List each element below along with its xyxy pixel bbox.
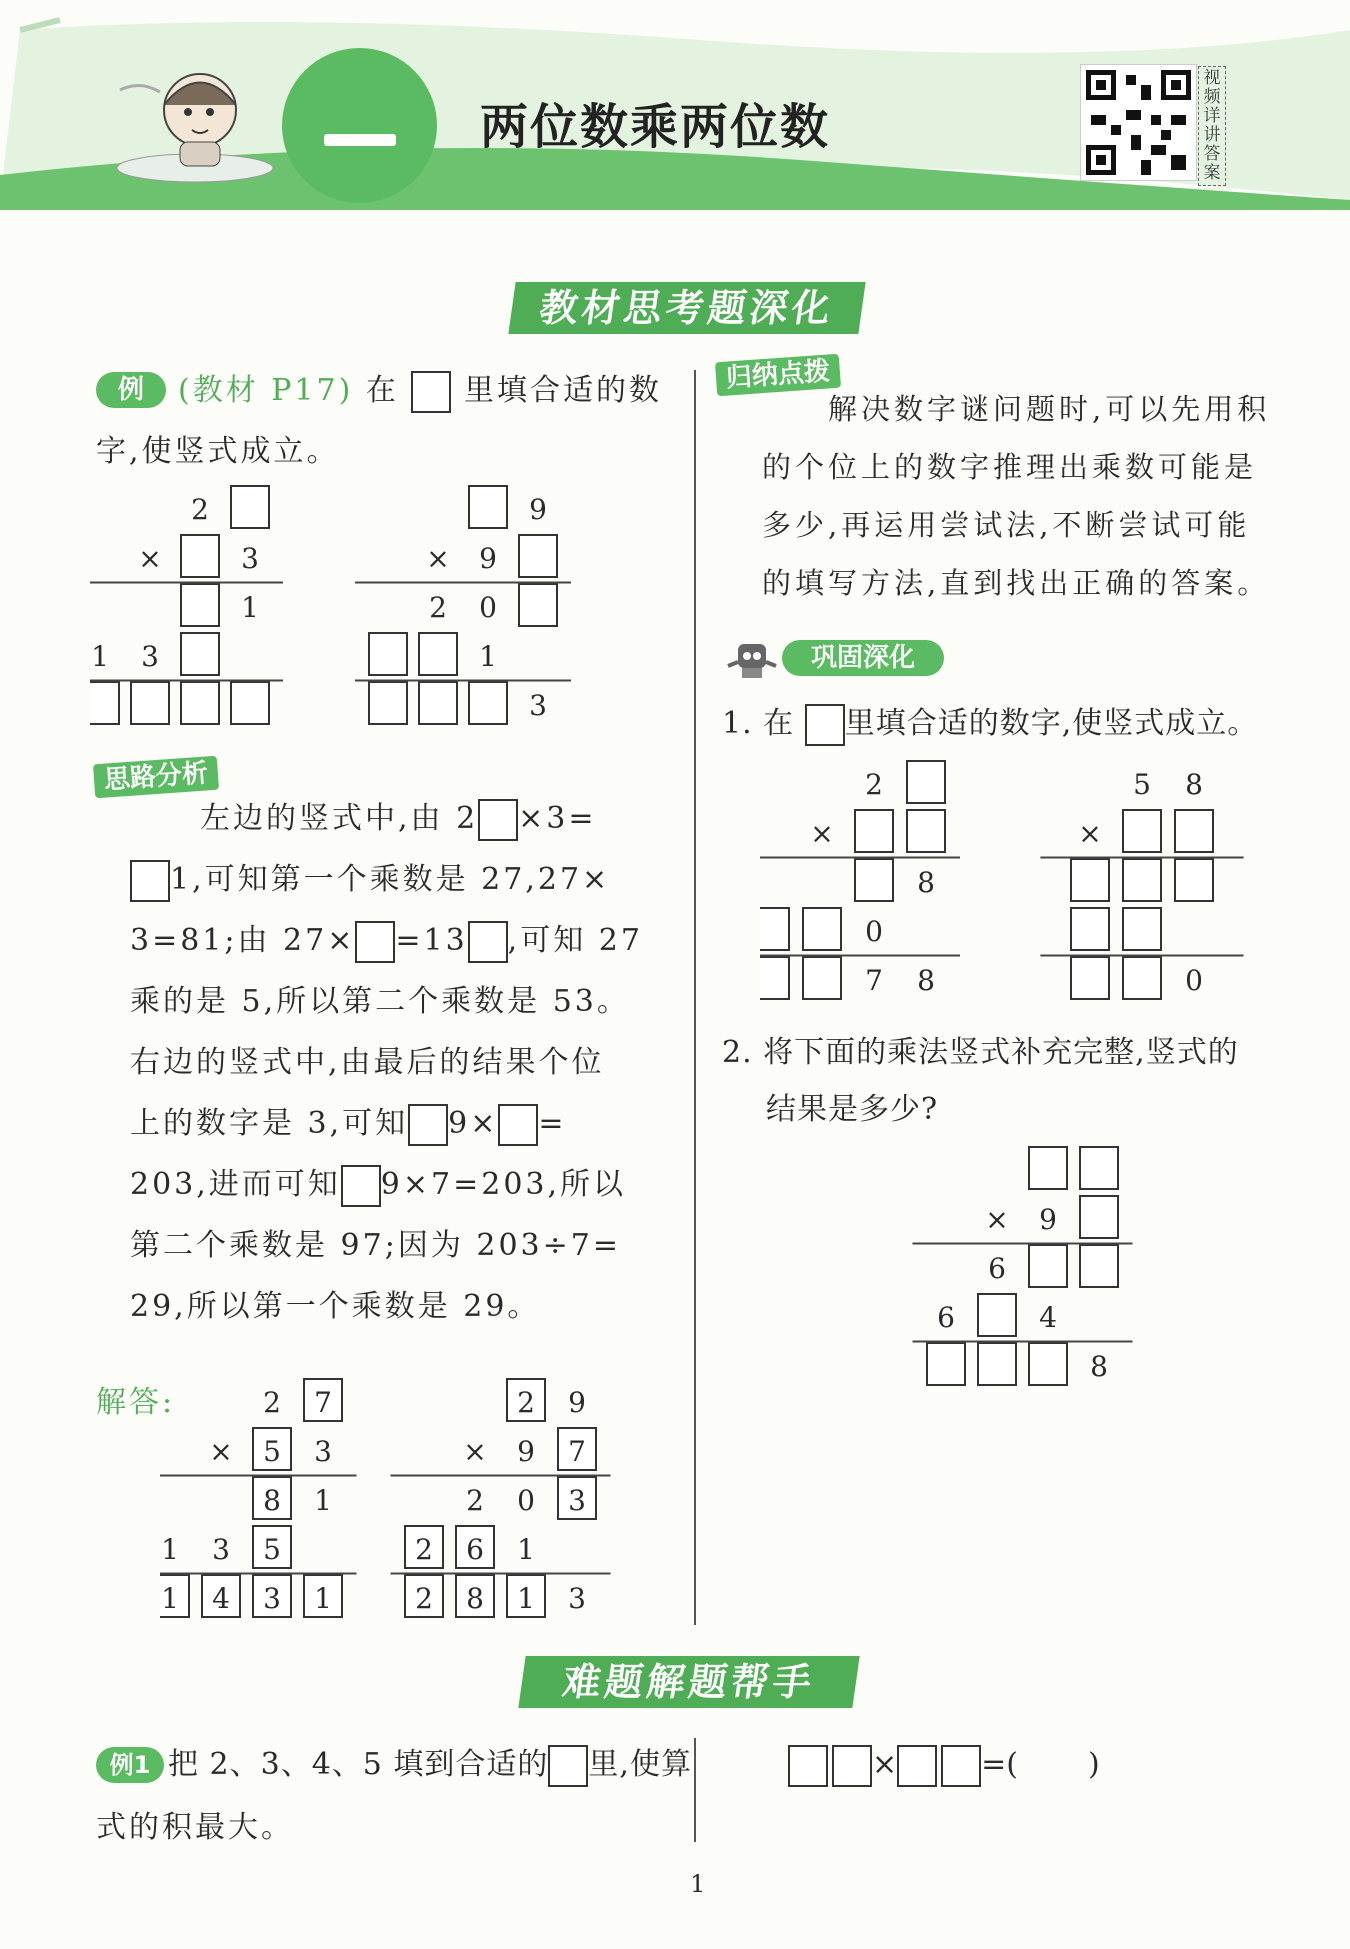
digit-box: [978, 1294, 1016, 1336]
analysis-line-5: 右边的竖式中,由最后的结果个位: [130, 1045, 605, 1080]
blank-box-icon: [478, 799, 518, 841]
practice-q1: [722, 695, 1258, 752]
digit-box: [519, 535, 557, 577]
digit-box: [181, 535, 219, 577]
digit-box: [1123, 810, 1161, 852]
digit-box: [419, 682, 457, 724]
digit-box: [978, 1343, 1016, 1385]
summary-line-3: 多少,再运用尝试法,不断尝试可能: [762, 508, 1251, 542]
digit: 8: [1185, 768, 1203, 801]
digit: 2: [415, 1533, 433, 1566]
column-divider: [694, 370, 696, 1625]
close-paren: ): [1087, 1747, 1100, 1782]
blank-box-icon: [468, 921, 508, 963]
blank-box-icon: [832, 1745, 872, 1787]
digit: 2: [466, 1484, 484, 1517]
digit-box: [181, 682, 219, 724]
page-number: 1: [690, 1870, 706, 1898]
digit: 3: [568, 1484, 586, 1517]
analysis-line-1: [130, 788, 650, 849]
example1-text-b: 里,使算: [588, 1747, 692, 1782]
digit: 4: [1039, 1301, 1057, 1334]
digit: 2: [191, 493, 209, 526]
unit-number-badge: [282, 48, 437, 203]
example1-text-a: 把 2、3、4、5 填到合适的: [168, 1747, 549, 1782]
qr-code-icon[interactable]: [1080, 64, 1197, 181]
digit-box: [855, 859, 893, 901]
example1-text-c: 式的积最大。: [96, 1810, 294, 1845]
digit-box: [1123, 859, 1161, 901]
example1-tag: 例1: [96, 1747, 164, 1783]
blank-box-icon: [355, 921, 395, 963]
practice-q1-a: 1. 在: [722, 706, 795, 741]
digit: 5: [1133, 768, 1151, 801]
blank-box-icon: [788, 1745, 828, 1787]
digit: ×: [209, 1435, 233, 1468]
unit-number-mark: [324, 134, 396, 146]
digit: 8: [263, 1484, 281, 1517]
digit: 9: [517, 1435, 535, 1468]
analysis-line-7: [130, 1154, 650, 1215]
digit: 2: [263, 1386, 281, 1419]
example-text-b: 里填合适的数: [463, 373, 662, 408]
blank-box-icon: [130, 860, 170, 902]
practice-tag: 巩固深化: [782, 640, 944, 676]
digit: 1: [241, 591, 259, 624]
summary-text: [762, 380, 1282, 612]
qr-caption: 视频详讲答案: [1198, 66, 1226, 186]
analysis-fragment: ,可知 27: [507, 923, 643, 958]
digit: 2: [429, 591, 447, 624]
digit: 7: [314, 1386, 332, 1419]
digit: 6: [466, 1533, 484, 1566]
answer-vertical-solutions: [160, 1378, 640, 1628]
analysis-fragment: =13: [395, 923, 468, 958]
analysis-fragment: =: [538, 1106, 567, 1141]
example-text-a: 在: [365, 373, 399, 408]
practice-q1-vertical: [760, 760, 1280, 1020]
digit: 0: [479, 591, 497, 624]
analysis-fragment: 上的数字是 3,可知: [130, 1106, 409, 1141]
digit: 2: [517, 1386, 535, 1419]
digit: ×: [1078, 817, 1102, 850]
digit: 6: [988, 1252, 1006, 1285]
practice-q2-vertical: [910, 1146, 1160, 1396]
digit: 3: [263, 1582, 281, 1615]
blank-box-icon: [408, 1104, 448, 1146]
digit: 0: [1185, 964, 1203, 997]
digit: 3: [568, 1582, 586, 1615]
digit-box: [803, 957, 841, 999]
digit: ×: [426, 542, 450, 575]
blank-box-icon: [548, 1745, 588, 1787]
times-sign: ×: [872, 1747, 898, 1782]
analysis-text: [130, 788, 650, 1337]
practice-q2-line2: 结果是多少?: [766, 1092, 939, 1127]
digit-box: [803, 908, 841, 950]
digit-box: [469, 486, 507, 528]
digit: 3: [141, 640, 159, 673]
digit-box: [469, 682, 507, 724]
digit: 9: [568, 1386, 586, 1419]
blank-box-icon: [341, 1165, 381, 1207]
digit-box: [231, 682, 269, 724]
digit: 3: [241, 542, 259, 575]
digit-box: [419, 633, 457, 675]
summary-line-2: 的个位上的数字推理出乘数可能是: [762, 450, 1258, 484]
digit: 9: [479, 542, 497, 575]
digit-box: [181, 633, 219, 675]
analysis-fragment: 3=81;由 27×: [130, 923, 356, 958]
example-tag: 例: [96, 372, 166, 408]
blank-box-icon: [411, 371, 451, 413]
section-banner-textbook: 教材思考题深化: [508, 282, 865, 334]
practice-q2-line1: 2. 将下面的乘法竖式补充完整,竖式的: [722, 1035, 1239, 1070]
digit-box: [1080, 1196, 1118, 1238]
digit: 1: [479, 640, 497, 673]
blank-box-icon: [498, 1104, 538, 1146]
digit: 1: [314, 1582, 332, 1615]
digit: 8: [466, 1582, 484, 1615]
digit-box: [519, 584, 557, 626]
digit: 1: [161, 1533, 179, 1566]
digit: 1: [314, 1484, 332, 1517]
digit: 3: [212, 1533, 230, 1566]
section-banner-hard-problems: 难题解题帮手: [518, 1656, 859, 1708]
digit: 5: [263, 1533, 281, 1566]
digit-box: [1071, 908, 1109, 950]
digit-box: [927, 1343, 965, 1385]
robot-mascot-icon: [724, 636, 780, 684]
digit: 1: [91, 640, 109, 673]
digit-box: [369, 682, 407, 724]
digit-box: [1123, 957, 1161, 999]
digit-box: [1175, 859, 1213, 901]
analysis-fragment: 9×: [448, 1106, 499, 1141]
analysis-fragment: 左边的竖式中,由 2: [200, 801, 479, 836]
digit: 6: [937, 1301, 955, 1334]
digit-box: [1029, 1343, 1067, 1385]
digit: 8: [917, 866, 935, 899]
analysis-tag: 思路分析: [93, 756, 219, 799]
digit: ×: [463, 1435, 487, 1468]
digit-box: [1080, 1147, 1118, 1189]
analysis-line-8: 第二个乘数是 97;因为 203÷7=: [130, 1228, 621, 1263]
analysis-fragment: 203,进而可知: [130, 1167, 341, 1202]
digit: 8: [917, 964, 935, 997]
analysis-line-4: 乘的是 5,所以第二个乘数是 53。: [130, 984, 630, 1019]
digit-box: [1080, 1245, 1118, 1287]
equals-paren: =(: [981, 1747, 1018, 1782]
analysis-fragment: ×3=: [518, 801, 597, 836]
digit-box: [1175, 810, 1213, 852]
analysis-line-9: 29,所以第一个乘数是 29。: [130, 1289, 541, 1324]
digit: 7: [568, 1435, 586, 1468]
blank-box-icon: [941, 1745, 981, 1787]
digit-box: [907, 761, 945, 803]
summary-tag: 归纳点拨: [715, 354, 841, 397]
answer-label: 解答:: [96, 1385, 176, 1420]
digit: 9: [529, 493, 547, 526]
digit: 0: [865, 915, 883, 948]
analysis-line-6: [130, 1093, 650, 1154]
digit-box: [760, 908, 789, 950]
summary-line-1: 解决数字谜问题时,可以先用积: [828, 392, 1271, 426]
digit-box: [369, 633, 407, 675]
digit: 2: [865, 768, 883, 801]
digit: 1: [517, 1582, 535, 1615]
digit-box: [907, 810, 945, 852]
digit-box: [760, 957, 789, 999]
blank-box-icon: [805, 704, 845, 746]
example1-expression: [788, 1734, 1100, 1795]
digit: 8: [1090, 1350, 1108, 1383]
digit-box: [131, 682, 169, 724]
analysis-line-3: [130, 910, 650, 971]
summary-line-4: 的填写方法,直到找出正确的答案。: [762, 566, 1271, 600]
analysis-fragment: 9×7=203,所以: [380, 1167, 627, 1202]
digit: 9: [1039, 1203, 1057, 1236]
digit: ×: [810, 817, 834, 850]
column-divider-bottom: [694, 1738, 696, 1842]
digit-box: [855, 810, 893, 852]
blank-box-icon: [897, 1745, 937, 1787]
example-vertical-problems: [90, 485, 620, 735]
digit: 5: [263, 1435, 281, 1468]
digit: 3: [529, 689, 547, 722]
analysis-line-2: [130, 849, 650, 910]
page-title: 两位数乘两位数: [480, 99, 831, 155]
cartoon-pilot-icon: [110, 50, 280, 190]
digit-box: [90, 682, 119, 724]
example-prompt: [178, 360, 662, 421]
digit: 2: [415, 1582, 433, 1615]
example1-prompt: [168, 1734, 692, 1795]
digit: ×: [985, 1203, 1009, 1236]
analysis-fragment: 1,可知第一个乘数是 27,27×: [170, 862, 611, 897]
example-text-c: 字,使竖式成立。: [96, 434, 340, 469]
digit-box: [1029, 1147, 1067, 1189]
practice-q1-b: 里填合适的数字,使竖式成立。: [844, 706, 1259, 741]
digit-box: [1071, 957, 1109, 999]
digit-box: [1123, 908, 1161, 950]
digit-box: [1071, 859, 1109, 901]
digit: 4: [212, 1582, 230, 1615]
digit: 3: [314, 1435, 332, 1468]
digit-box: [231, 486, 269, 528]
digit: 0: [517, 1484, 535, 1517]
digit-box: [181, 584, 219, 626]
digit: 7: [865, 964, 883, 997]
digit: 1: [161, 1582, 179, 1615]
digit: ×: [138, 542, 162, 575]
digit: 1: [517, 1533, 535, 1566]
example-source: (教材 P17): [178, 373, 354, 408]
digit-box: [1029, 1245, 1067, 1287]
